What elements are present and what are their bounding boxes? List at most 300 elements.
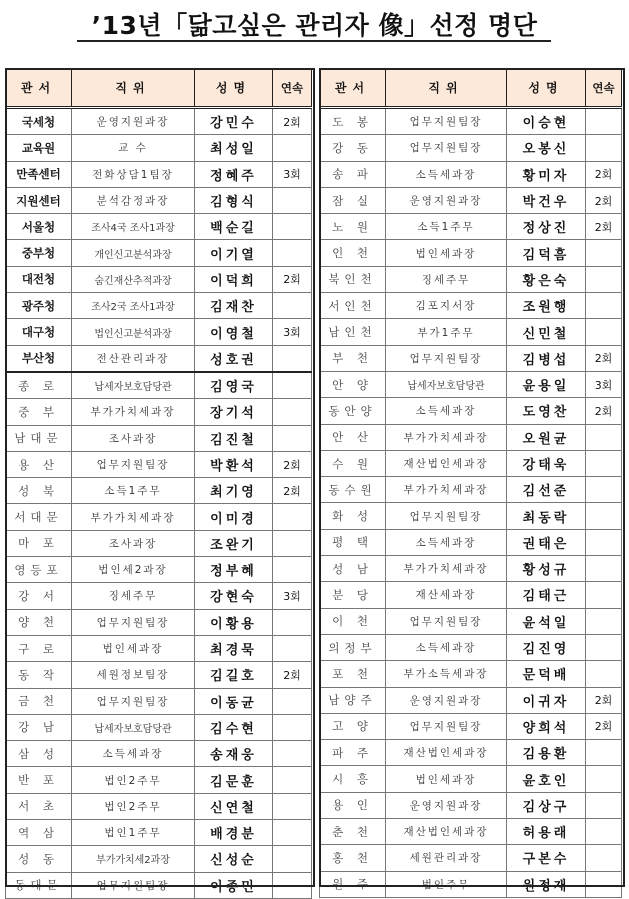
name-cell: 최성일 — [195, 135, 273, 161]
consecutive-cell: 2회 — [586, 687, 622, 713]
name-cell: 정상진 — [507, 214, 586, 240]
consecutive-cell: 2회 — [586, 214, 622, 240]
consecutive-cell — [586, 503, 622, 529]
name-cell: 도영찬 — [507, 398, 586, 424]
office-cell: 안 산 — [320, 424, 386, 450]
office-cell: 동수원 — [320, 477, 386, 503]
header-position: 직위 — [386, 69, 507, 108]
table-row — [320, 845, 622, 871]
position-cell: 개인신고분석과장 — [72, 240, 195, 266]
name-cell: 정부혜 — [195, 557, 273, 583]
name-cell: 조원행 — [507, 293, 586, 319]
name-cell: 강현숙 — [195, 583, 273, 609]
office-cell: 안 양 — [320, 371, 386, 397]
office-cell: 용 인 — [320, 792, 386, 818]
consecutive-cell — [586, 792, 622, 818]
name-cell: 최동락 — [507, 503, 586, 529]
name-cell: 권태은 — [507, 529, 586, 555]
office-cell: 부 천 — [320, 345, 386, 371]
name-cell: 김태근 — [507, 582, 586, 608]
table-row — [320, 503, 622, 529]
table-row — [6, 767, 312, 793]
position-cell: 조사2국 조사1과장 — [72, 293, 195, 319]
position-cell: 징세주무 — [72, 583, 195, 609]
name-cell: 이미경 — [195, 504, 273, 530]
consecutive-cell — [586, 293, 622, 319]
consecutive-cell: 3회 — [273, 161, 312, 187]
office-cell: 대구청 — [6, 319, 72, 345]
name-cell: 구본수 — [507, 845, 586, 871]
name-cell: 김용환 — [507, 740, 586, 766]
header-consecutive: 연속 — [273, 69, 312, 108]
office-cell: 남인천 — [320, 319, 386, 345]
consecutive-cell — [586, 450, 622, 476]
office-cell: 화 성 — [320, 503, 386, 529]
office-cell: 홍 천 — [320, 845, 386, 871]
name-cell: 장기석 — [195, 399, 273, 425]
office-cell: 춘 천 — [320, 819, 386, 845]
name-cell: 신민철 — [507, 319, 586, 345]
position-cell: 운영지원과장 — [386, 792, 507, 818]
consecutive-cell — [273, 214, 312, 240]
office-cell: 성 남 — [320, 556, 386, 582]
position-cell: 재산법인세과장 — [386, 819, 507, 845]
position-cell: 업무지원팀장 — [386, 608, 507, 634]
office-cell: 동안양 — [320, 398, 386, 424]
position-cell: 전화상담1팀장 — [72, 161, 195, 187]
office-cell: 북인천 — [320, 266, 386, 292]
name-cell: 김문훈 — [195, 767, 273, 793]
table-row — [6, 214, 312, 240]
table-header-row — [6, 69, 312, 108]
name-cell: 황성규 — [507, 556, 586, 582]
office-cell: 금 천 — [6, 688, 72, 714]
table-row — [6, 872, 312, 898]
position-cell: 소득세과장 — [386, 529, 507, 555]
table-row — [320, 161, 622, 187]
position-cell: 부가1주무 — [386, 319, 507, 345]
consecutive-cell — [273, 425, 312, 451]
office-cell: 강 서 — [6, 583, 72, 609]
consecutive-cell: 2회 — [586, 345, 622, 371]
position-cell: 법인2주무 — [72, 793, 195, 819]
name-cell: 원정재 — [507, 871, 586, 897]
office-cell: 강 동 — [320, 135, 386, 161]
table-row — [320, 556, 622, 582]
position-cell: 소득1주무 — [72, 478, 195, 504]
office-cell: 파 주 — [320, 740, 386, 766]
position-cell: 숨긴재산추적과장 — [72, 266, 195, 292]
table-row — [320, 266, 622, 292]
position-cell: 법인세2과장 — [72, 557, 195, 583]
consecutive-cell — [273, 741, 312, 767]
position-cell: 징세주무 — [386, 266, 507, 292]
position-cell: 재산법인세과장 — [386, 740, 507, 766]
office-cell: 양 천 — [6, 609, 72, 635]
table-row — [6, 557, 312, 583]
name-cell: 김진철 — [195, 425, 273, 451]
name-cell: 송재웅 — [195, 741, 273, 767]
office-cell: 원 주 — [320, 871, 386, 897]
office-cell: 송 파 — [320, 161, 386, 187]
office-cell: 삼 성 — [6, 741, 72, 767]
table-row — [320, 687, 622, 713]
position-cell: 업무지원팀장 — [72, 872, 195, 898]
title-underline — [77, 40, 551, 42]
header-name: 성명 — [507, 69, 586, 108]
position-cell: 소득세과장 — [386, 161, 507, 187]
office-cell: 중부청 — [6, 240, 72, 266]
position-cell: 납세자보호담당관 — [386, 371, 507, 397]
consecutive-cell — [586, 556, 622, 582]
consecutive-cell — [273, 846, 312, 872]
office-cell: 대전청 — [6, 266, 72, 292]
consecutive-cell — [273, 688, 312, 714]
name-cell: 황미자 — [507, 161, 586, 187]
office-cell: 교육원 — [6, 135, 72, 161]
office-cell: 동대문 — [6, 872, 72, 898]
name-cell: 신연철 — [195, 793, 273, 819]
position-cell: 전산관리과장 — [72, 345, 195, 372]
name-cell: 김수현 — [195, 714, 273, 740]
table-row — [320, 240, 622, 266]
position-cell: 부가가치세과장 — [386, 556, 507, 582]
header-consecutive: 연속 — [586, 69, 622, 108]
name-cell: 김진영 — [507, 634, 586, 660]
table-row — [6, 240, 312, 266]
position-cell: 부가가치세과장 — [72, 399, 195, 425]
table-row — [6, 478, 312, 504]
name-cell: 이기열 — [195, 240, 273, 266]
consecutive-cell — [273, 872, 312, 898]
consecutive-cell — [586, 582, 622, 608]
position-cell: 교 수 — [72, 135, 195, 161]
table-row — [320, 792, 622, 818]
name-cell: 최기영 — [195, 478, 273, 504]
name-cell: 김길호 — [195, 662, 273, 688]
table-row — [320, 424, 622, 450]
position-cell: 부가가치세과장 — [72, 504, 195, 530]
office-cell: 시 흥 — [320, 766, 386, 792]
position-cell: 업무지원팀장 — [386, 135, 507, 161]
consecutive-cell — [586, 529, 622, 555]
table-row — [6, 688, 312, 714]
consecutive-cell — [586, 661, 622, 687]
consecutive-cell: 2회 — [586, 161, 622, 187]
position-cell: 법인세과장 — [386, 240, 507, 266]
consecutive-cell — [273, 609, 312, 635]
position-cell: 법인1주무 — [72, 820, 195, 846]
name-cell: 윤용일 — [507, 371, 586, 397]
page-title: ’13년「닮고싶은 관리자 像」선정 명단 — [91, 11, 538, 40]
position-cell: 납세자보호담당관 — [72, 372, 195, 399]
consecutive-cell — [586, 871, 622, 897]
position-cell: 부가가치세과장 — [386, 477, 507, 503]
office-cell: 영등포 — [6, 557, 72, 583]
consecutive-cell — [273, 293, 312, 319]
table-row — [6, 108, 312, 135]
name-cell: 김선준 — [507, 477, 586, 503]
office-cell: 이 천 — [320, 608, 386, 634]
position-cell: 소득세과장 — [386, 398, 507, 424]
position-cell: 분석감정과장 — [72, 187, 195, 213]
header-name: 성명 — [195, 69, 273, 108]
consecutive-cell — [273, 635, 312, 661]
name-cell: 이종민 — [195, 872, 273, 898]
name-cell: 김형식 — [195, 187, 273, 213]
name-cell: 박건우 — [507, 187, 586, 213]
name-cell: 오봉신 — [507, 135, 586, 161]
name-cell: 양희석 — [507, 713, 586, 739]
office-cell: 평 택 — [320, 529, 386, 555]
consecutive-cell — [586, 319, 622, 345]
consecutive-cell — [586, 845, 622, 871]
table-row — [6, 820, 312, 846]
position-cell: 법인주무 — [386, 871, 507, 897]
consecutive-cell — [586, 135, 622, 161]
consecutive-cell — [273, 504, 312, 530]
position-cell: 조사과장 — [72, 530, 195, 556]
position-cell: 업무지원팀장 — [72, 688, 195, 714]
table-row — [320, 634, 622, 660]
table-row — [320, 319, 622, 345]
office-cell: 광주청 — [6, 293, 72, 319]
position-cell: 재산세과장 — [386, 582, 507, 608]
table-row — [6, 425, 312, 451]
office-cell: 만족센터 — [6, 161, 72, 187]
name-cell: 정혜주 — [195, 161, 273, 187]
name-cell: 김재찬 — [195, 293, 273, 319]
name-cell: 이영철 — [195, 319, 273, 345]
table-row — [6, 793, 312, 819]
office-cell: 서대문 — [6, 504, 72, 530]
position-cell: 조사과장 — [72, 425, 195, 451]
consecutive-cell — [273, 372, 312, 399]
table-row — [6, 319, 312, 345]
office-cell: 노 원 — [320, 214, 386, 240]
office-cell: 동 작 — [6, 662, 72, 688]
consecutive-cell — [586, 240, 622, 266]
table-row — [6, 741, 312, 767]
name-cell: 강태욱 — [507, 450, 586, 476]
office-cell: 용 산 — [6, 451, 72, 477]
consecutive-cell — [586, 266, 622, 292]
consecutive-cell: 2회 — [586, 398, 622, 424]
consecutive-cell: 2회 — [273, 478, 312, 504]
position-cell: 법인세과장 — [386, 766, 507, 792]
table-row — [320, 108, 622, 135]
position-cell: 운영지원과장 — [72, 108, 195, 135]
name-cell: 강민수 — [195, 108, 273, 135]
office-cell: 국세청 — [6, 108, 72, 135]
name-cell: 이귀자 — [507, 687, 586, 713]
office-cell: 의정부 — [320, 634, 386, 660]
name-cell: 이덕희 — [195, 266, 273, 292]
office-cell: 서 초 — [6, 793, 72, 819]
position-cell: 부가가치세2과장 — [72, 846, 195, 872]
name-cell: 김덕흠 — [507, 240, 586, 266]
name-cell: 오원균 — [507, 424, 586, 450]
position-cell: 부가가치세과장 — [386, 424, 507, 450]
table-row — [6, 662, 312, 688]
office-cell: 성 동 — [6, 846, 72, 872]
table-row — [320, 661, 622, 687]
table-row — [320, 713, 622, 739]
consecutive-cell — [586, 819, 622, 845]
header-office: 관서 — [6, 69, 72, 108]
name-cell: 박환석 — [195, 451, 273, 477]
office-cell: 성 북 — [6, 478, 72, 504]
roster-table-right — [319, 68, 622, 898]
position-cell: 업무지원팀장 — [72, 451, 195, 477]
office-cell: 도 봉 — [320, 108, 386, 135]
table-row — [320, 135, 622, 161]
consecutive-cell — [273, 399, 312, 425]
table-row — [6, 135, 312, 161]
position-cell: 법인신고분석과장 — [72, 319, 195, 345]
name-cell: 백순길 — [195, 214, 273, 240]
table-row — [320, 582, 622, 608]
table-row — [320, 477, 622, 503]
consecutive-cell: 3회 — [273, 583, 312, 609]
table-row — [6, 530, 312, 556]
office-cell: 지원센터 — [6, 187, 72, 213]
name-cell: 이동균 — [195, 688, 273, 714]
table-row — [6, 846, 312, 872]
table-row — [320, 766, 622, 792]
name-cell: 김병섭 — [507, 345, 586, 371]
table-row — [320, 819, 622, 845]
consecutive-cell — [586, 766, 622, 792]
office-cell: 부산청 — [6, 345, 72, 372]
name-cell: 문덕배 — [507, 661, 586, 687]
office-cell: 남양주 — [320, 687, 386, 713]
table-header-row — [320, 69, 622, 108]
consecutive-cell — [273, 135, 312, 161]
name-cell: 최경묵 — [195, 635, 273, 661]
office-cell: 반 포 — [6, 767, 72, 793]
position-cell: 납세자보호담당관 — [72, 714, 195, 740]
table-row — [320, 371, 622, 397]
position-cell: 재산법인세과장 — [386, 450, 507, 476]
office-cell: 잠 실 — [320, 187, 386, 213]
consecutive-cell — [586, 108, 622, 135]
table-row — [6, 372, 312, 399]
table-row — [320, 608, 622, 634]
table-row — [320, 214, 622, 240]
position-cell: 소득세과장 — [386, 634, 507, 660]
table-row — [6, 345, 312, 372]
table-row — [6, 714, 312, 740]
table-row — [320, 187, 622, 213]
name-cell: 김영국 — [195, 372, 273, 399]
table-row — [320, 740, 622, 766]
consecutive-cell — [273, 187, 312, 213]
consecutive-cell — [586, 477, 622, 503]
position-cell: 운영지원과장 — [386, 687, 507, 713]
roster-table-left — [5, 68, 312, 899]
consecutive-cell: 2회 — [586, 713, 622, 739]
consecutive-cell — [586, 740, 622, 766]
table-row — [320, 871, 622, 897]
name-cell: 배경분 — [195, 820, 273, 846]
name-cell: 이황용 — [195, 609, 273, 635]
consecutive-cell — [586, 608, 622, 634]
position-cell: 법인세과장 — [72, 635, 195, 661]
consecutive-cell — [273, 240, 312, 266]
position-cell: 업무지원팀장 — [386, 108, 507, 135]
table-row — [320, 398, 622, 424]
position-cell: 법인2주무 — [72, 767, 195, 793]
consecutive-cell — [273, 345, 312, 372]
office-cell: 역 삼 — [6, 820, 72, 846]
table-row — [320, 293, 622, 319]
position-cell: 조사4국 조사1과장 — [72, 214, 195, 240]
consecutive-cell — [586, 634, 622, 660]
name-cell: 성호권 — [195, 345, 273, 372]
position-cell: 업무지원팀장 — [386, 713, 507, 739]
header-position: 직위 — [72, 69, 195, 108]
position-cell: 소득세과장 — [72, 741, 195, 767]
consecutive-cell: 2회 — [273, 662, 312, 688]
consecutive-cell — [273, 714, 312, 740]
header-office: 관서 — [320, 69, 386, 108]
office-cell: 마 포 — [6, 530, 72, 556]
table-row — [6, 293, 312, 319]
office-cell: 남대문 — [6, 425, 72, 451]
name-cell: 윤석일 — [507, 608, 586, 634]
name-cell: 허용래 — [507, 819, 586, 845]
office-cell: 서울청 — [6, 214, 72, 240]
table-row — [6, 399, 312, 425]
position-cell: 운영지원과장 — [386, 187, 507, 213]
office-cell: 강 남 — [6, 714, 72, 740]
office-cell: 인 천 — [320, 240, 386, 266]
consecutive-cell — [273, 820, 312, 846]
table-row — [6, 266, 312, 292]
office-cell: 중 부 — [6, 399, 72, 425]
consecutive-cell — [273, 530, 312, 556]
name-cell: 김상구 — [507, 792, 586, 818]
consecutive-cell: 2회 — [586, 187, 622, 213]
name-cell: 신성순 — [195, 846, 273, 872]
office-cell: 고 양 — [320, 713, 386, 739]
name-cell: 조완기 — [195, 530, 273, 556]
consecutive-cell: 2회 — [273, 451, 312, 477]
table-row — [6, 504, 312, 530]
office-cell: 수 원 — [320, 450, 386, 476]
office-cell: 분 당 — [320, 582, 386, 608]
table-row — [6, 583, 312, 609]
table-row — [6, 609, 312, 635]
position-cell: 세원관리과장 — [386, 845, 507, 871]
table-row — [6, 635, 312, 661]
name-cell: 윤호인 — [507, 766, 586, 792]
consecutive-cell — [273, 793, 312, 819]
table-row — [6, 451, 312, 477]
office-cell: 종 로 — [6, 372, 72, 399]
position-cell: 김포지서장 — [386, 293, 507, 319]
name-cell: 이승현 — [507, 108, 586, 135]
position-cell: 소득1주무 — [386, 214, 507, 240]
table-row — [6, 187, 312, 213]
table-row — [320, 529, 622, 555]
consecutive-cell: 3회 — [273, 319, 312, 345]
consecutive-cell: 2회 — [273, 108, 312, 135]
position-cell: 업무지원팀장 — [72, 609, 195, 635]
consecutive-cell — [273, 767, 312, 793]
position-cell: 업무지원팀장 — [386, 345, 507, 371]
